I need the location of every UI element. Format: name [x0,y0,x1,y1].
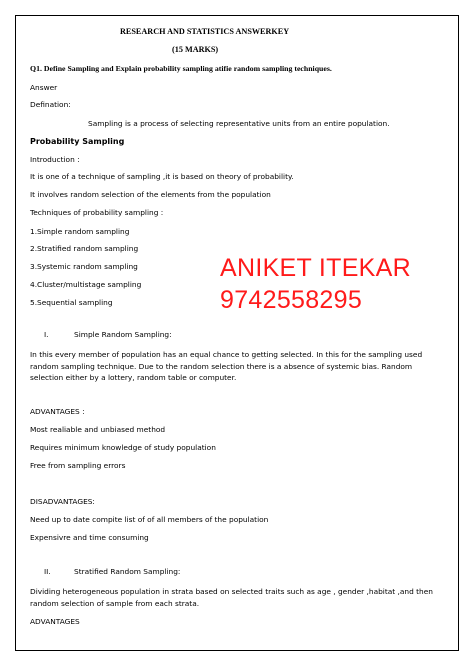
question-text: Q1. Define Sampling and Explain probability sampling atifie random sampling techniques. [30,64,332,73]
technique-item: 4.Cluster/multistage sampling [30,280,142,289]
answer-label: Answer [30,83,58,92]
advantage-item: Most realiable and unbiased method [30,425,166,434]
technique-item: 1.Simple random sampling [30,227,130,236]
subsection-paragraph: In this every member of population has an equal chance to getting selected. In this for the sampling used random sampling technique. Due to the random selection there is a absence of systemic bias. Random selection either by a lottery, random table or computer. [30,350,423,382]
technique-item: 2.Stratified random sampling [30,244,139,253]
advantages-label: ADVANTAGES : [30,407,85,416]
subsection-paragraph: Dividing heterogeneous population in strata based on selected traits such as age , gender ,habitat ,and then random selection of sample from each strata. [30,587,433,608]
doc-marks: (15 MARKS) [172,45,219,54]
techniques-label: Techniques of probability sampling : [30,208,164,217]
watermark-phone: 9742558295 [220,286,363,314]
subsection-title: Simple Random Sampling: [74,330,172,339]
disadvantage-item: Need up to date compite list of of all members of the population [30,515,269,524]
advantages-label: ADVANTAGES [30,617,80,626]
advantage-item: Requires minimum knowledge of study population [30,443,216,452]
definition-label: Defination: [30,100,71,109]
author-watermark [220,252,411,316]
subsection-number: I. [44,330,49,339]
definition-text: Sampling is a process of selecting representative units from an entire population. [88,119,390,128]
document-page [15,15,459,651]
subsection-title: Stratified Random Sampling: [74,567,181,576]
section-heading: Probability Sampling [30,137,125,146]
technique-item: 5.Sequential sampling [30,298,113,307]
intro-line-1: It is one of a technique of sampling ,it is based on theory of probability. [30,172,294,181]
intro-label: Introduction : [30,155,80,164]
advantage-item: Free from sampling errors [30,461,126,470]
intro-line-2: It involves random selection of the elements from the population [30,190,271,199]
technique-item: 3.Systemic random sampling [30,262,138,271]
subsection-number: II. [44,567,51,576]
watermark-name: ANIKET ITEKAR [220,254,411,282]
disadvantage-item: Expensivre and time consuming [30,533,149,542]
doc-title: RESEARCH AND STATISTICS ANSWERKEY [120,27,290,36]
disadvantages-label: DISADVANTAGES: [30,497,95,506]
